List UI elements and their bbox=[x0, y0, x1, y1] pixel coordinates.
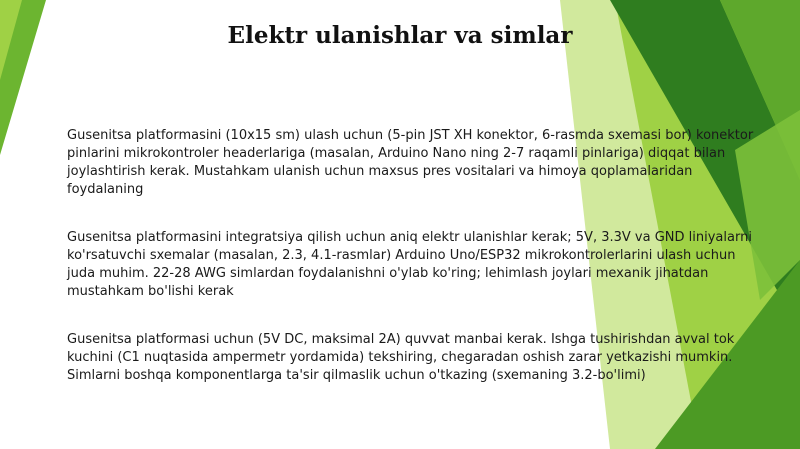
paragraph-connector-wiring: Gusenitsa platformasini (10x15 sm) ulash uchun (5-pin JST XH konektor, 6-rasmda sxemasi bor) konektor pinlarini mikrokontroler headerlariga (masalan, Arduino Nano ning 2-7 raqamli pinlariga) diqqat bilan joylashtirish kerak. Mustahkam ulanish uchun maxsus pres vositalari va himoya qoplamalaridan foydalaning bbox=[67, 128, 754, 197]
slide-title: Elektr ulanishlar va simlar bbox=[227, 22, 573, 49]
paragraph-power-supply: Gusenitsa platformasi uchun (5V DC, maksimal 2A) quvvat manbai kerak. Ishga tushirishdan avval tok kuchini (C1 nuqtasida ampermetr yordamida) tekshiring, chegaradan oshish zarar yetkazishi mumkin. Simlarni boshqa komponentlarga ta'sir qilmaslik uchun o'tkazing (sxemaning 3.2-bo'limi) bbox=[67, 332, 735, 383]
paragraph-electrical-integration: Gusenitsa platformasini integratsiya qilish uchun aniq elektr ulanishlar kerak; 5V, 3.3V va GND liniyalarni ko'rsatuvchi sxemalar (masalan, 2.3, 4.1-rasmlar) Arduino Uno/ESP32 mikrokontrolerlarini ulash uchun juda muhim. 22-28 AWG simlardan foydalanishni o'ylab ko'ring; lehimlash joylari mexanik jihatdan mustahkam bo'lishi kerak bbox=[67, 230, 752, 299]
